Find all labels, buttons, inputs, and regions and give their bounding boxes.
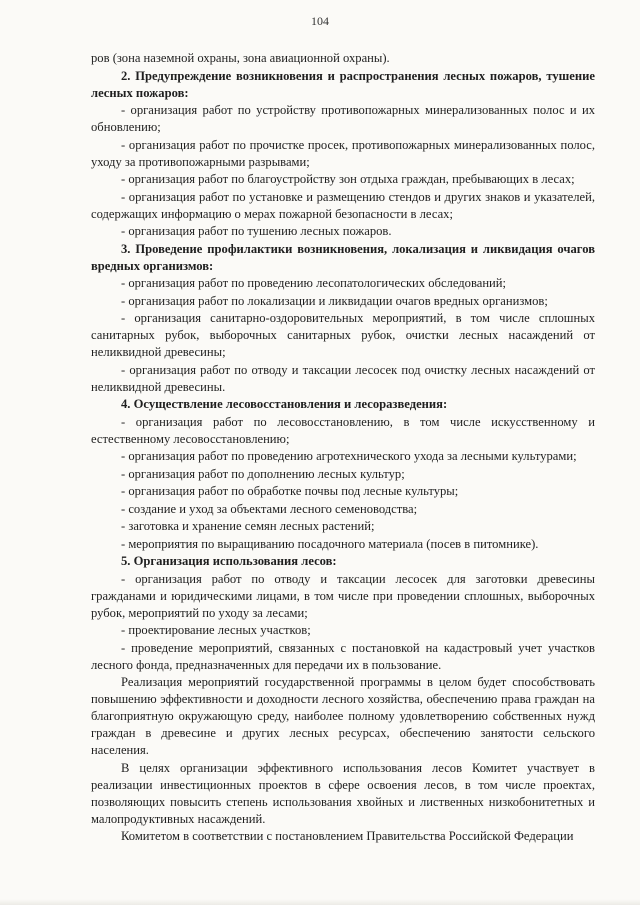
page-number: 104: [311, 14, 329, 28]
list-item: - организация работ по дополнению лесных культур;: [121, 466, 405, 481]
paragraph-continuation: ров (зона наземной охраны, зона авиационной охраны).: [91, 51, 390, 65]
section-heading: 4. Осуществление лесовосстановления и лесоразведения:: [121, 397, 448, 411]
list-item: - заготовка и хранение семян лесных растений;: [121, 519, 375, 533]
list-item: - организация работ по обработке почвы под лесные культуры;: [121, 484, 459, 498]
list-item: - организация работ по тушению лесных пожаров.: [121, 224, 392, 238]
page-bottom-edge: [0, 899, 640, 905]
list-item: - организация работ по отводу и таксации лесосек для заготовки древесины гражданами и юридическими лицами, в том числе при проведении сплошных, выборочных рубок, мероприятий по уходу за лесами;: [91, 571, 595, 620]
list-item: - организация работ по локализации и ликвидации очагов вредных организмов;: [121, 293, 548, 308]
list-item: - организация работ по благоустройству зон отдыха граждан, пребывающих в лесах;: [121, 172, 575, 186]
list-item: - создание и уход за объектами лесного семеноводства;: [121, 501, 418, 516]
list-item: - мероприятия по выращиванию посадочного материала (посев в питомнике).: [121, 536, 539, 551]
list-item: - организация работ по отводу и таксации лесосек под очистку лесных насаждений от неликвидной древесины.: [91, 362, 595, 394]
paragraph: В целях организации эффективного использования лесов Комитет участвует в реализации инвестиционных проектов в сфере освоения лесов, в том числе проектах, позволяющих повысить степень использования хвойных и лиственных низкобонитетных и малопродуктивных насаждений.: [91, 760, 595, 826]
section-heading: 3. Проведение профилактики возникновения, локализация и ликвидация очагов вредных организмов:: [91, 241, 595, 273]
list-item: - организация работ по установке и размещению стендов и других знаков и указателей, содержащих информацию о мерах пожарной безопасности в лесах;: [91, 189, 595, 221]
paragraph: Реализация мероприятий государственной программы в целом будет способствовать повышению эффективности и доходности лесного хозяйства, обеспечению права граждан на благоприятную окружающую среду, наиболее полному удовлетворению собственных нужд граждан в древесине и других лесных ресурсах, обеспечению занятости сельского населения.: [91, 675, 595, 757]
list-item: - организация работ по устройству противопожарных минерализованных полос и их обновлению;: [91, 103, 595, 134]
section-heading: 2. Предупреждение возникновения и распространения лесных пожаров, тушение лесных пожаров:: [91, 68, 595, 100]
list-item: - организация работ по проведению лесопатологических обследований;: [121, 276, 507, 290]
list-item: - проведение мероприятий, связанных с постановкой на кадастровый учет участков лесного фонда, предназначенных для передачи их в пользование.: [91, 640, 595, 672]
list-item: - проектирование лесных участков;: [121, 623, 311, 637]
section-heading: 5. Организация использования лесов:: [121, 554, 337, 568]
list-item: - организация работ по лесовосстановлению, в том числе искусственному и естественному лесовосстановлению;: [91, 414, 595, 446]
list-item: - организация работ по проведению агротехнического ухода за лесными культурами;: [121, 449, 577, 463]
list-item: - организация работ по прочистке просек, противопожарных минерализованных полос, уходу за противопожарными разрывами;: [91, 137, 595, 169]
document-body: [91, 50, 595, 846]
paragraph: Комитетом в соответствии с постановлением Правительства Российской Федерации: [121, 829, 574, 843]
list-item: - организация санитарно-оздоровительных мероприятий, в том числе сплошных санитарных рубок, выборочных санитарных рубок, очистки лесных насаждений от неликвидной древесины;: [91, 311, 595, 359]
